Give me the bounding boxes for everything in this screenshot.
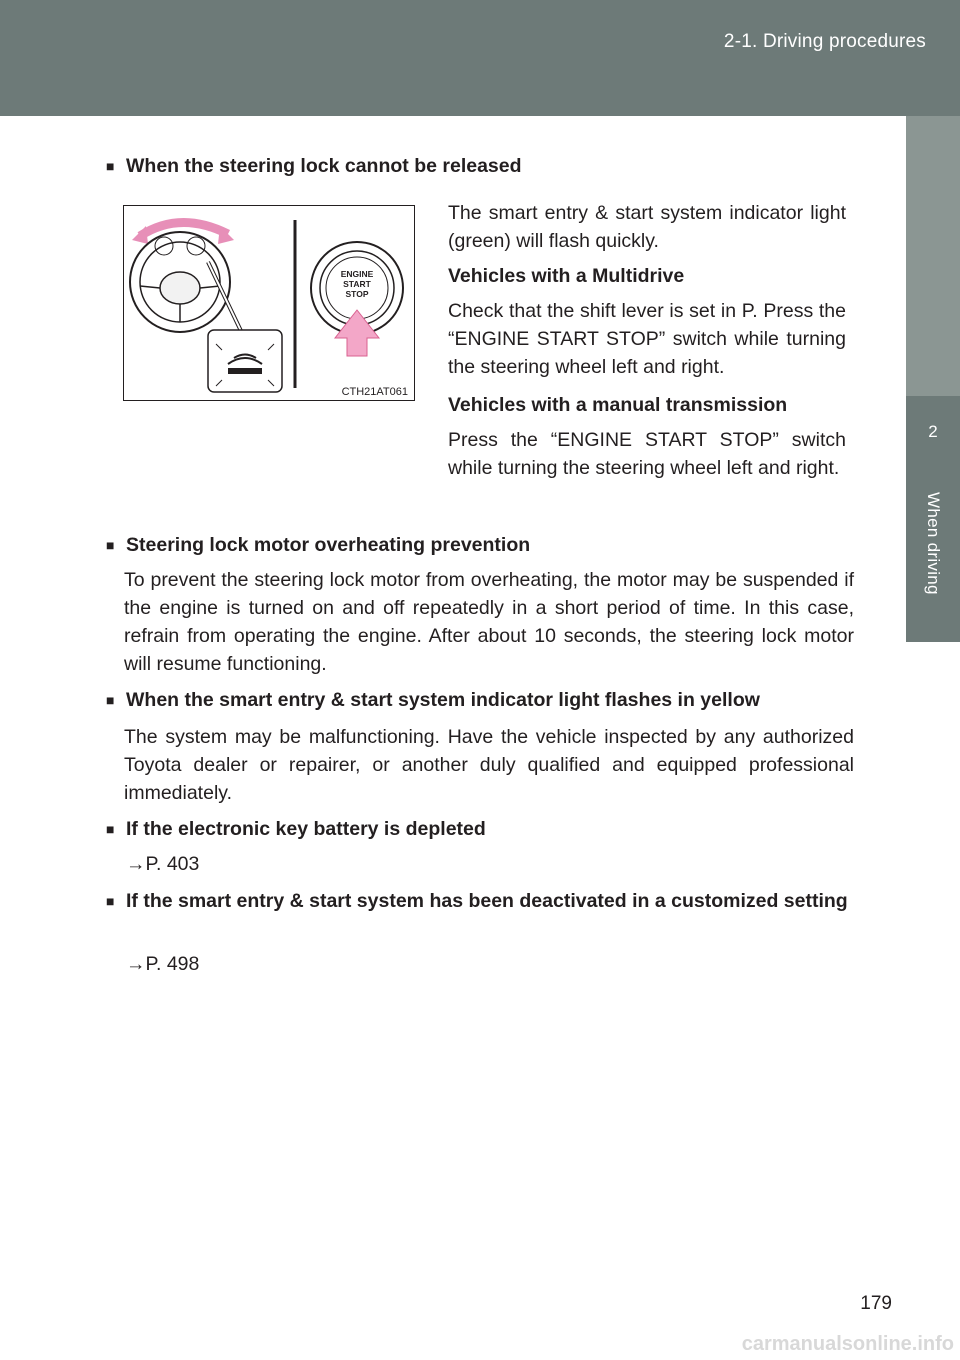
heading-deactivated: ■ If the smart entry & start system has been deactivated in a customized setting (126, 887, 854, 915)
section-title: 2-1. Driving procedures (723, 31, 926, 52)
steering-wheel-illustration (124, 206, 414, 400)
chapter-label: When driving (924, 492, 943, 595)
figure-caption: CTH21AT061 (341, 386, 408, 398)
bullet-icon: ■ (106, 821, 115, 837)
page-number: 179 (860, 1293, 892, 1314)
battery-page-reference[interactable]: →P. 403 (126, 853, 200, 875)
overheat-text: To prevent the steering lock motor from overheating, the motor may be suspended if the engine is turned on and off repeatedly in a short period of time. In this case, refrain from operating the engine. After about 10 seconds, the steering lock motor will resume functioning. (124, 569, 854, 675)
manual-heading: Vehicles with a manual transmission (448, 394, 788, 416)
svg-text:START: START (343, 279, 371, 289)
watermark: carmanualsonline.info (741, 1333, 954, 1355)
bullet-icon: ■ (106, 158, 115, 174)
chapter-side-tab (906, 396, 960, 642)
multidrive-text: Check that the shift lever is set in P. Press the “ENGINE START STOP” switch while turning the steering wheel left and right. (448, 300, 846, 378)
yellow-flash-text: The system may be malfunctioning. Have the vehicle inspected by any authorized Toyota dealer or repairer, or another duly qualified and equipped professional immediately. (124, 726, 854, 804)
svg-text:ENGINE: ENGINE (340, 269, 374, 279)
deactivated-page-reference[interactable]: →P. 498 (126, 953, 200, 975)
svg-text:STOP: STOP (345, 289, 369, 299)
rotate-arrow-icon (140, 222, 228, 236)
manual-text: Press the “ENGINE START STOP” switch while turning the steering wheel left and right. (448, 429, 846, 479)
bullet-icon: ■ (106, 692, 115, 708)
heading-overheat: ■ Steering lock motor overheating prevention (126, 531, 854, 559)
lock-release-intro: The smart entry & start system indicator light (green) will flash quickly. (448, 202, 846, 252)
multidrive-heading: Vehicles with a Multidrive (448, 265, 685, 287)
heading-yellow-flash: ■ When the smart entry & start system indicator light flashes in yellow (126, 686, 854, 714)
side-tab-filler (906, 116, 960, 396)
heading-lock-release: ■ When the steering lock cannot be released (126, 152, 866, 180)
steering-lock-figure (123, 205, 415, 401)
bullet-icon: ■ (106, 537, 115, 553)
page-header (0, 0, 960, 116)
bullet-icon: ■ (106, 893, 115, 909)
chapter-number: 2 (928, 422, 938, 441)
heading-battery: ■ If the electronic key battery is depleted (126, 815, 854, 843)
